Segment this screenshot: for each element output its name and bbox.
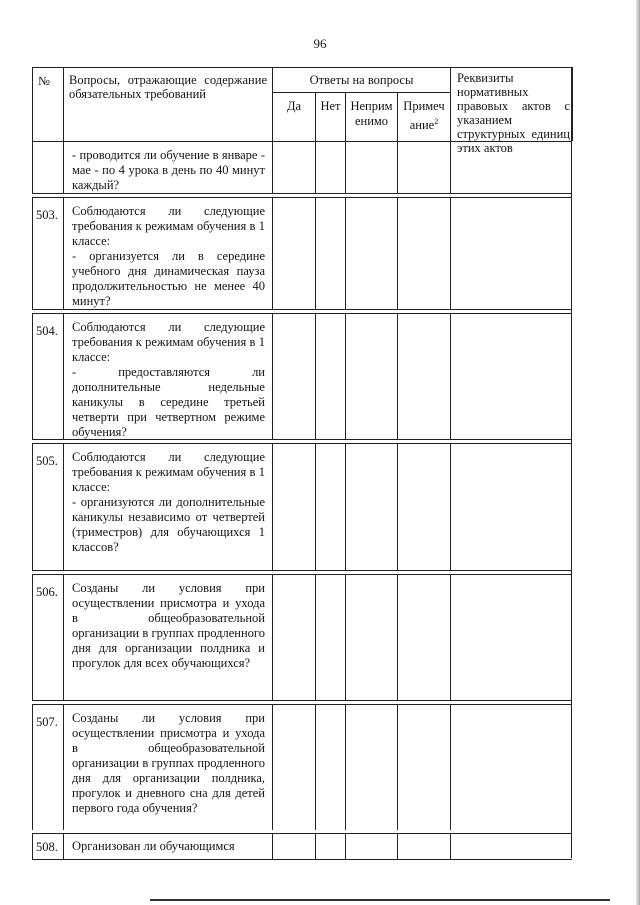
answer-not-applicable-cell bbox=[345, 444, 397, 570]
answer-not-applicable-cell bbox=[345, 575, 397, 700]
row-question: - проводится ли обучение в январе - мае - по 4 урока в день по 40 минут каждый? bbox=[63, 142, 272, 193]
column-header-no: Нет bbox=[315, 93, 345, 142]
answer-not-applicable-cell bbox=[345, 314, 397, 439]
scan-line bbox=[150, 899, 610, 901]
answer-note-cell bbox=[397, 575, 451, 700]
column-header-yes: Да bbox=[272, 93, 315, 142]
answer-note-cell bbox=[397, 444, 451, 570]
row-question: Организован ли обучающимся bbox=[63, 834, 272, 859]
row-number: 506. bbox=[32, 575, 63, 700]
row-number bbox=[32, 142, 63, 193]
answer-not-applicable-cell bbox=[345, 705, 397, 830]
answer-no-cell bbox=[315, 314, 345, 439]
column-header-requisites: Реквизиты нормативных правовых актов с указанием структурных единиц этих актов bbox=[457, 71, 570, 155]
requisites-column bbox=[451, 141, 572, 858]
row-question: Соблюдаются ли следующие требования к режимам обучения в 1 классе: - предоставляются ли дополнительные недельные каникулы в середине третьей четверти при четвертном режиме обучения? bbox=[63, 314, 272, 439]
row-question: Соблюдаются ли следующие требования к режимам обучения в 1 классе: - организуется ли в середине учебного дня динамическая пауза продолжительностью не менее 40 минут? bbox=[63, 198, 272, 309]
column-header-answers: Ответы на вопросы bbox=[272, 68, 451, 93]
row-question: Соблюдаются ли следующие требования к режимам обучения в 1 классе: - организуются ли дополнительные каникулы независимо от четвертей (триместров) для обучающихся 1 классов? bbox=[63, 444, 272, 570]
table-header bbox=[32, 67, 572, 155]
answer-yes-cell bbox=[272, 575, 315, 700]
answer-not-applicable-cell bbox=[345, 834, 397, 859]
note-footnote-mark: 2 bbox=[434, 117, 439, 126]
answer-yes-cell bbox=[272, 705, 315, 830]
answer-note-cell bbox=[397, 142, 451, 193]
table-right-border bbox=[571, 67, 573, 141]
row-number: 505. bbox=[32, 444, 63, 570]
answer-note-cell bbox=[397, 705, 451, 830]
scan-edge bbox=[635, 0, 640, 905]
answer-yes-cell bbox=[272, 142, 315, 193]
row-question: Созданы ли условия при осуществлении присмотра и ухода в общеобразовательной организации в группах продленного дня для организации полдника, прогулок и дневного сна для детей первого года обучения? bbox=[63, 705, 272, 830]
answer-no-cell bbox=[315, 705, 345, 830]
answer-yes-cell bbox=[272, 444, 315, 570]
answer-no-cell bbox=[315, 142, 345, 193]
answer-not-applicable-cell bbox=[345, 142, 397, 193]
column-header-note bbox=[397, 93, 451, 142]
answer-yes-cell bbox=[272, 314, 315, 439]
answer-yes-cell bbox=[272, 834, 315, 859]
row-number: 503. bbox=[32, 198, 63, 309]
answer-yes-cell bbox=[272, 198, 315, 309]
note-label: Примеч ание bbox=[403, 99, 445, 133]
row-number: 504. bbox=[32, 314, 63, 439]
row-number: 508. bbox=[32, 834, 63, 859]
row-question: Созданы ли условия при осуществлении присмотра и ухода в общеобразовательной организации в группах продленного дня для организации полдника и прогулок для всех обучающихся? bbox=[63, 575, 272, 700]
answer-note-cell bbox=[397, 314, 451, 439]
answer-no-cell bbox=[315, 198, 345, 309]
column-header-not-applicable: Неприм енимо bbox=[345, 93, 397, 142]
answer-no-cell bbox=[315, 575, 345, 700]
answer-no-cell bbox=[315, 444, 345, 570]
column-header-number: № bbox=[32, 68, 63, 142]
answer-note-cell bbox=[397, 834, 451, 859]
row-number: 507. bbox=[32, 705, 63, 830]
column-header-questions: Вопросы, отражающие содержание обязательных требований bbox=[63, 68, 272, 142]
answer-no-cell bbox=[315, 834, 345, 859]
answer-note-cell bbox=[397, 198, 451, 309]
page-number: 96 bbox=[313, 36, 327, 51]
answer-not-applicable-cell bbox=[345, 198, 397, 309]
